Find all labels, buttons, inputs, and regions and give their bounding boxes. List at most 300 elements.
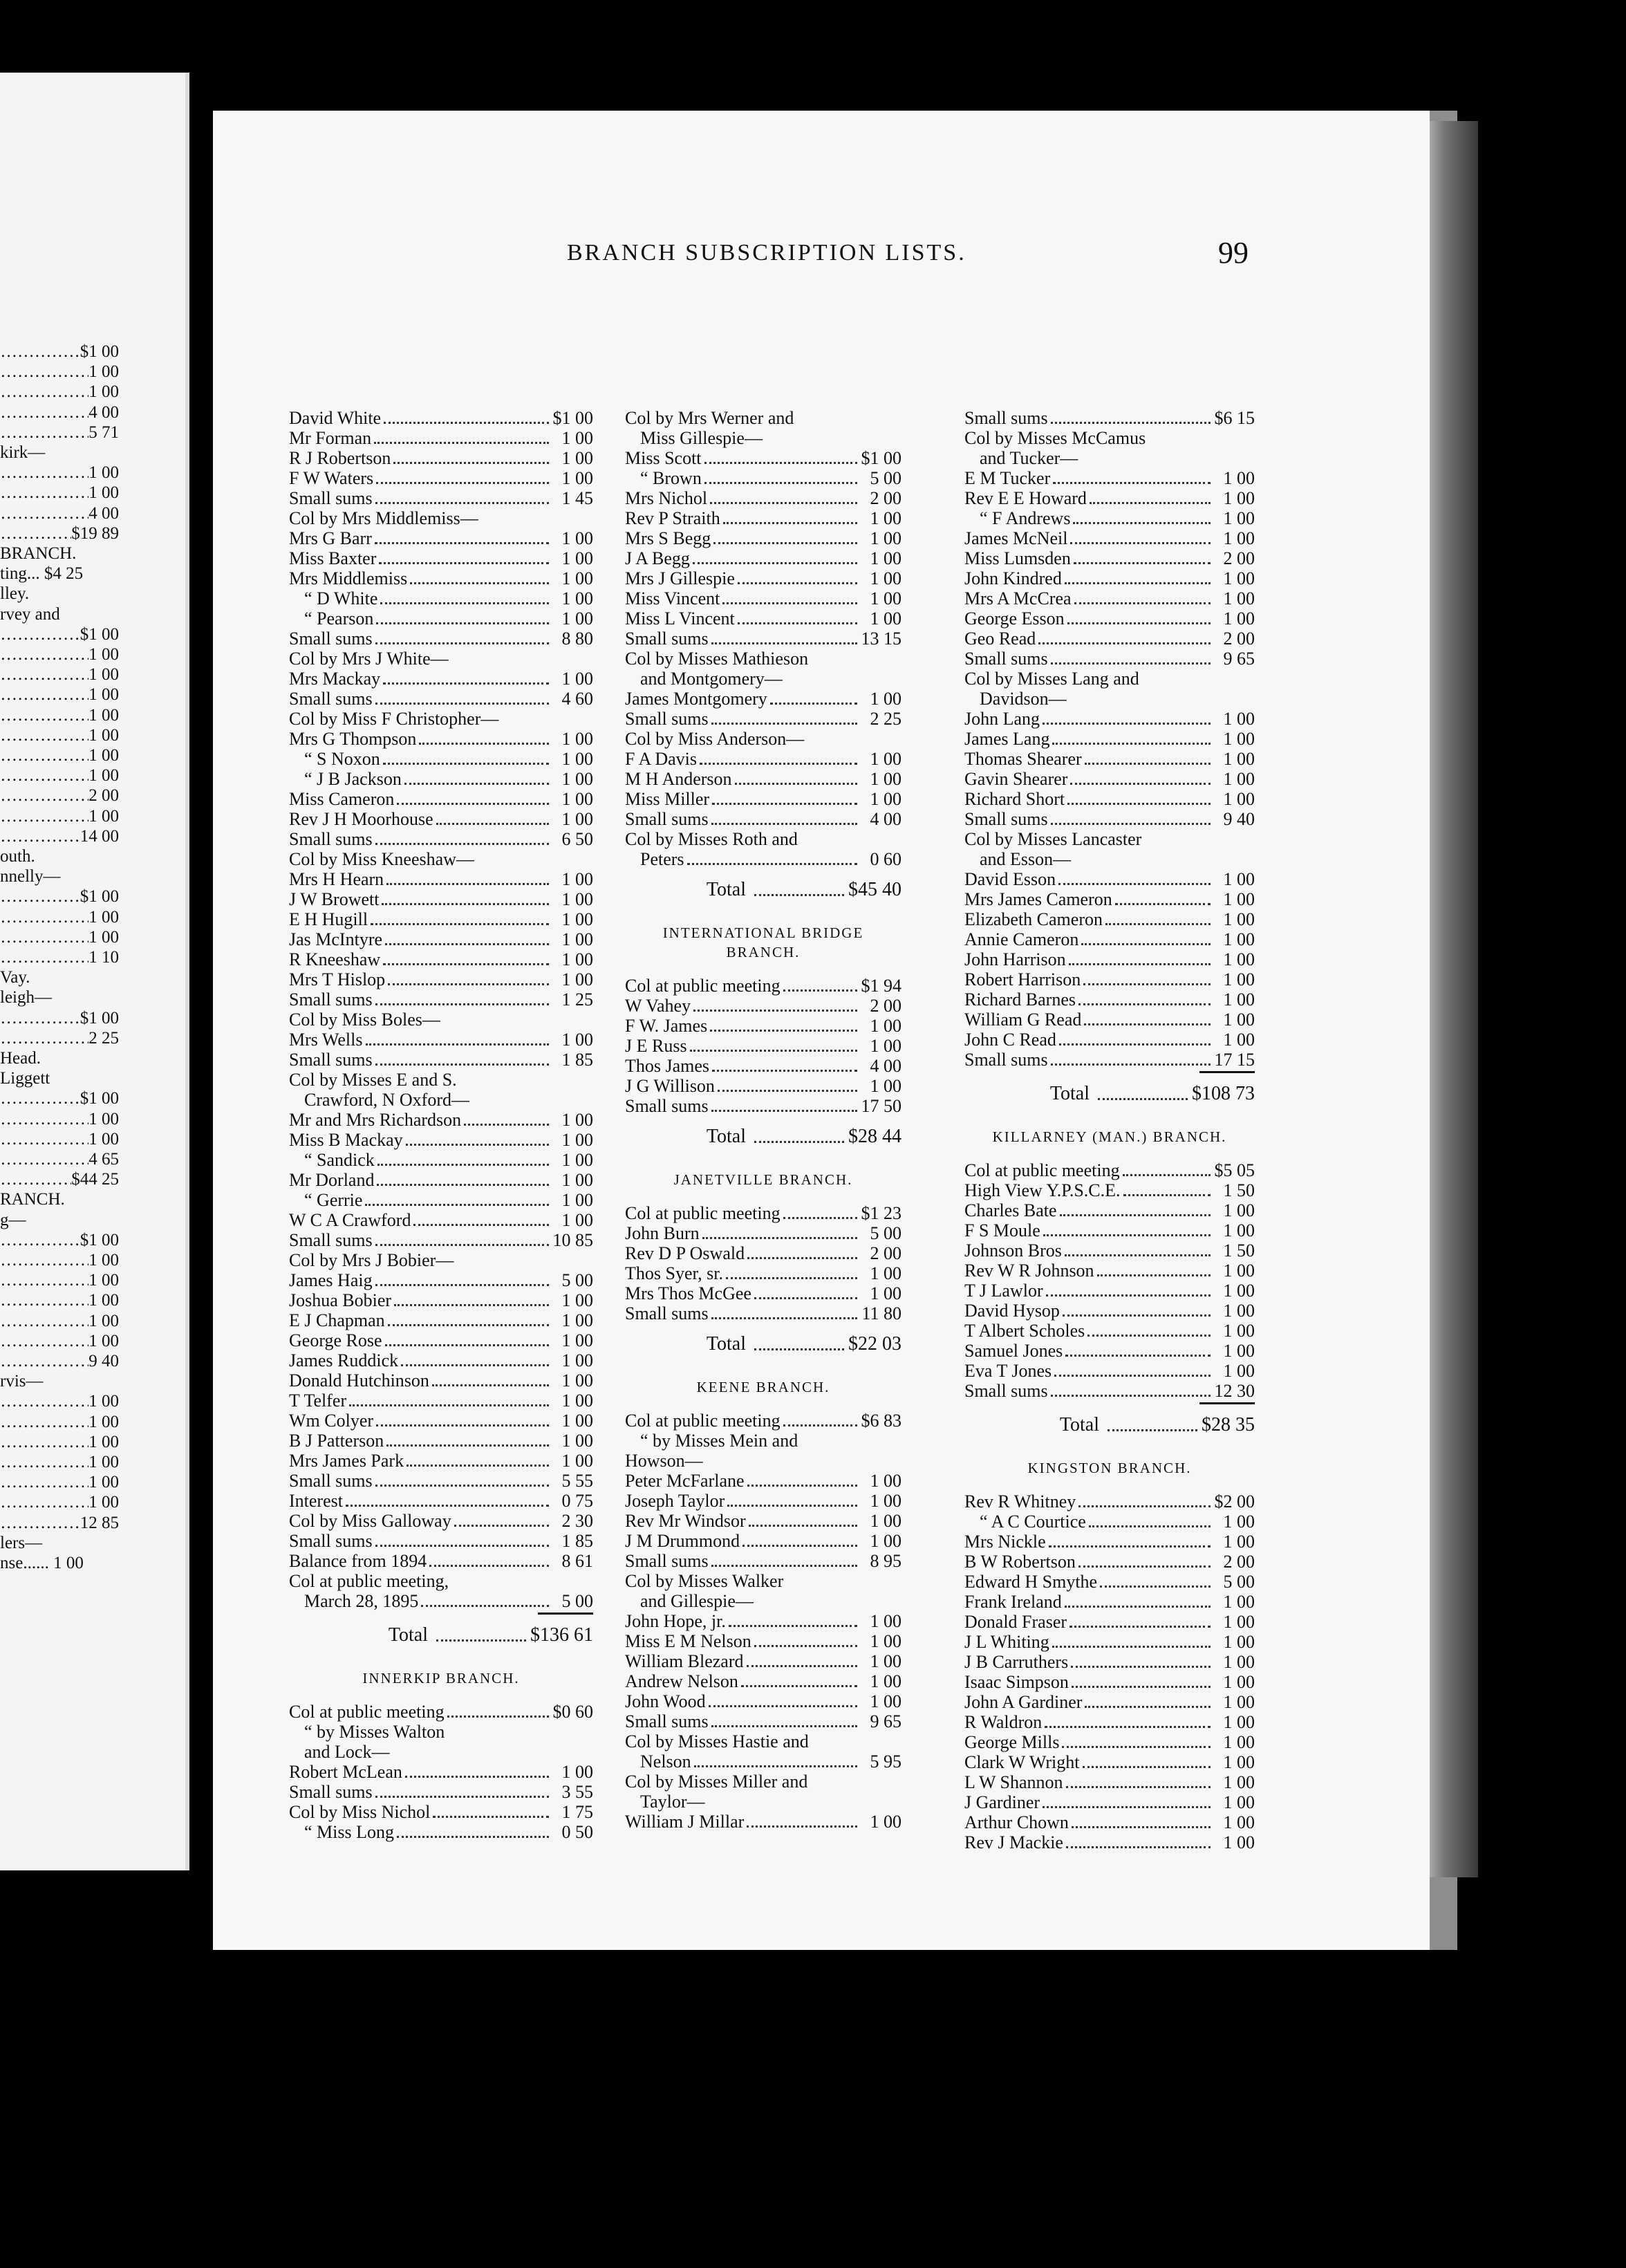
entry-row	[625, 1651, 901, 1671]
entry-name: Miss Scott	[625, 448, 702, 468]
entry-name: William Blezard	[625, 1651, 744, 1671]
dot-leader	[1074, 595, 1211, 604]
entry-name: Thomas Shearer	[964, 749, 1082, 769]
entry-row	[289, 1511, 593, 1531]
entry-amount: 1 00	[561, 588, 593, 608]
entry-row	[289, 608, 593, 629]
left-page-row	[0, 867, 119, 886]
entry-name: and Montgomery—	[640, 669, 783, 689]
entry-name: George Mills	[964, 1732, 1060, 1752]
entry-amount: 1 00	[870, 1531, 901, 1551]
entry-amount: 2 00	[1223, 629, 1255, 649]
left-page-dots	[0, 1493, 88, 1512]
entry-amount: 1 00	[561, 1451, 593, 1471]
entry-row	[625, 1511, 901, 1531]
left-page-dots	[0, 1029, 88, 1048]
left-page-row	[0, 827, 119, 846]
dot-leader	[1069, 956, 1211, 965]
entry-amount: 1 00	[561, 1310, 593, 1330]
left-page-dots	[0, 766, 88, 786]
entry-name: and Tucker—	[980, 448, 1078, 468]
entry-row	[625, 1203, 901, 1223]
total-amount: $108 73	[1192, 1083, 1255, 1104]
entry-amount: 11 80	[861, 1303, 901, 1323]
entry-row	[625, 1411, 901, 1431]
dot-leader	[1065, 575, 1211, 584]
left-page-row	[0, 1493, 119, 1512]
dot-leader	[1078, 1498, 1211, 1507]
entry-name: Isaac Simpson	[964, 1672, 1069, 1692]
left-page-row	[0, 1069, 119, 1088]
entry-name: Small sums	[289, 488, 373, 508]
left-page-row	[0, 1433, 119, 1452]
entry-row	[289, 1110, 593, 1130]
entry-row	[289, 1270, 593, 1290]
entry-row	[964, 749, 1255, 769]
dot-leader	[379, 555, 549, 564]
left-page-row	[0, 605, 119, 624]
entry-row	[964, 829, 1255, 849]
entry-row	[625, 1076, 901, 1096]
entry-row	[964, 528, 1255, 548]
entry-row	[289, 729, 593, 749]
entry-row	[625, 709, 901, 729]
entry-row	[289, 849, 593, 869]
entry-row	[289, 1150, 593, 1170]
entry-row	[289, 1742, 593, 1762]
entry-name: J W Browett	[289, 889, 380, 909]
dot-leader	[397, 1829, 549, 1838]
entry-name: Small sums	[964, 408, 1048, 428]
entry-name: Col by Miss Boles—	[289, 1010, 440, 1030]
entry-name: “ D White	[304, 588, 378, 608]
left-page-row	[0, 887, 119, 907]
dot-leader	[349, 1397, 549, 1406]
left-page-amount: 4 00	[88, 503, 119, 523]
dot-leader	[1065, 1599, 1211, 1608]
dot-leader	[447, 1709, 549, 1718]
left-page-text: Liggett	[0, 1069, 50, 1088]
dot-leader	[693, 555, 857, 564]
entry-list	[625, 408, 901, 869]
entry-row	[289, 1070, 593, 1090]
entry-amount: 1 00	[870, 1691, 901, 1711]
entry-row	[625, 729, 901, 749]
entry-row	[964, 448, 1255, 468]
entry-amount: 1 00	[561, 729, 593, 749]
left-page-amount: 4 00	[88, 402, 119, 422]
entry-row	[289, 969, 593, 989]
dot-leader	[1105, 916, 1211, 925]
entry-name: Col by Misses Hastie and	[625, 1731, 809, 1751]
entry-name: John Harrison	[964, 949, 1066, 969]
entry-name: Rev Mr Windsor	[625, 1511, 746, 1531]
entry-row	[964, 949, 1255, 969]
left-page-row	[0, 766, 119, 786]
entry-row	[964, 1240, 1255, 1261]
left-page-amount: 1 10	[88, 948, 119, 967]
entry-row	[625, 548, 901, 568]
left-page-row	[0, 483, 119, 503]
left-page-text: nnelly—	[0, 867, 61, 886]
dot-leader	[741, 1678, 857, 1687]
entry-name: Col by Misses Lancaster	[964, 829, 1142, 849]
dot-leader	[384, 415, 549, 424]
dot-leader	[1097, 1267, 1211, 1276]
entry-amount: 1 00	[870, 1491, 901, 1511]
entry-list	[625, 976, 901, 1116]
entry-amount: 5 00	[870, 1223, 901, 1243]
entry-amount: 1 00	[870, 1511, 901, 1531]
entry-name: Geo Read	[964, 629, 1036, 649]
entry-name: John Hope, jr.	[625, 1611, 726, 1631]
entry-name: Small sums	[289, 1471, 373, 1491]
entry-name: B W Robertson	[964, 1552, 1076, 1572]
entry-name: J Gardiner	[964, 1792, 1040, 1812]
entry-name: Small sums	[289, 1782, 373, 1802]
left-page-dots	[0, 887, 80, 907]
dot-leader	[454, 1518, 549, 1527]
entry-name: Rev J H Moorhouse	[289, 809, 433, 829]
entry-amount: 1 00	[1223, 1281, 1255, 1301]
dot-leader	[383, 956, 549, 965]
entry-amount: 1 00	[1223, 1010, 1255, 1030]
dot-leader	[711, 1558, 857, 1567]
total-amount: $45 40	[848, 879, 901, 900]
entry-amount: 1 00	[561, 969, 593, 989]
left-page-text: leigh—	[0, 988, 52, 1007]
left-page-row	[0, 1534, 119, 1553]
left-page-dots	[0, 1089, 80, 1108]
dot-leader	[1051, 656, 1211, 664]
entry-name: James Haig	[289, 1270, 373, 1290]
entry-amount: 1 00	[1223, 1532, 1255, 1552]
left-page-amount: 1 00	[88, 766, 119, 786]
entry-name: T J Lawlor	[964, 1281, 1043, 1301]
left-page-row	[0, 504, 119, 523]
left-page-dots	[0, 1312, 88, 1331]
entry-amount: 1 00	[1223, 1220, 1255, 1240]
entry-row	[964, 929, 1255, 949]
total-row	[625, 1126, 901, 1148]
entry-name: Mrs Nickle	[964, 1532, 1046, 1552]
dot-leader	[1065, 1348, 1211, 1357]
running-head: BRANCH SUBSCRIPTION LISTS.	[567, 240, 966, 266]
entry-row	[289, 1722, 593, 1742]
entry-row	[625, 769, 901, 789]
entry-row	[625, 829, 901, 849]
dot-leader	[1051, 1057, 1211, 1066]
entry-row	[289, 1762, 593, 1782]
total-row	[289, 1624, 593, 1646]
entry-amount: 1 00	[870, 1671, 901, 1691]
dot-leader	[704, 475, 857, 484]
left-page-dots	[0, 463, 88, 483]
entry-row	[964, 1180, 1255, 1200]
entry-name: Andrew Nelson	[625, 1671, 738, 1691]
left-page-row	[0, 1251, 119, 1270]
dot-leader	[1090, 495, 1211, 504]
left-page-dots	[0, 1251, 88, 1270]
dot-leader	[346, 1498, 549, 1507]
entry-amount: 5 00	[870, 468, 901, 488]
dot-leader	[694, 1758, 857, 1767]
dot-leader	[1078, 1559, 1211, 1568]
left-page-row	[0, 1332, 119, 1351]
entry-row	[625, 1036, 901, 1056]
left-page-amount: 1 00	[88, 1251, 119, 1270]
entry-amount: 1 00	[1223, 749, 1255, 769]
left-page-row	[0, 968, 119, 987]
entry-name: William J Millar	[625, 1812, 745, 1832]
entry-amount: 1 00	[561, 1290, 593, 1310]
entry-name: F W Waters	[289, 468, 374, 488]
left-page-amount: 1 00	[88, 1109, 119, 1128]
entry-row	[625, 749, 901, 769]
dot-leader	[710, 495, 857, 504]
entry-amount: 1 00	[561, 528, 593, 548]
dot-leader	[1043, 716, 1211, 725]
left-page-amount: 1 00	[88, 907, 119, 927]
dot-leader	[383, 756, 549, 765]
total-label: Total	[706, 879, 746, 900]
entry-row	[964, 1812, 1255, 1832]
left-page-row	[0, 908, 119, 927]
entry-name: R J Robertson	[289, 448, 391, 468]
left-page-row	[0, 584, 119, 604]
entry-name: and Gillespie—	[640, 1591, 754, 1611]
entry-name: “ Sandick	[304, 1150, 375, 1170]
entry-amount: 1 00	[870, 508, 901, 528]
entry-row	[289, 1190, 593, 1210]
entry-name: Clark W Wright	[964, 1752, 1080, 1772]
entry-row	[964, 1361, 1255, 1381]
dot-leader	[742, 1538, 857, 1547]
dot-leader	[722, 595, 857, 604]
dot-leader	[687, 856, 857, 865]
entry-row	[625, 1263, 901, 1283]
entry-name: J G Willison	[625, 1076, 715, 1096]
entry-amount: 1 00	[870, 588, 901, 608]
left-page-row	[0, 342, 119, 362]
entry-row	[625, 1491, 901, 1511]
entry-amount: 10 85	[552, 1230, 593, 1250]
entry-row	[964, 689, 1255, 709]
dot-leader	[1052, 1639, 1211, 1648]
entry-row	[289, 528, 593, 548]
dot-leader	[727, 1498, 857, 1507]
entry-amount: 1 00	[561, 789, 593, 809]
entry-name: F S Moule	[964, 1220, 1040, 1240]
entry-amount: 1 00	[561, 1431, 593, 1451]
dot-leader	[1043, 1227, 1211, 1236]
dot-leader	[711, 1103, 857, 1112]
left-page-amount: 1 00	[88, 1129, 119, 1149]
entry-amount: 8 61	[561, 1551, 593, 1571]
entry-name: Mrs James Park	[289, 1451, 404, 1471]
dot-leader	[702, 1230, 857, 1239]
dot-leader	[1081, 936, 1211, 945]
left-page-amount: 2 25	[88, 1028, 119, 1048]
dot-leader	[397, 796, 549, 805]
entry-amount: 1 00	[1223, 1261, 1255, 1281]
entry-name: Col by Misses Lang and	[964, 669, 1139, 689]
dot-leader	[413, 1217, 549, 1226]
left-page-row	[0, 1413, 119, 1432]
left-page-text: rvis—	[0, 1372, 44, 1391]
dot-leader	[401, 1357, 549, 1366]
entry-amount: 5 55	[561, 1471, 593, 1491]
dot-leader	[747, 1658, 857, 1667]
dot-leader	[1072, 1819, 1211, 1828]
entry-row	[625, 1571, 901, 1591]
entry-row	[964, 588, 1255, 608]
dot-leader	[1049, 1539, 1211, 1547]
left-page-amount: 2 00	[88, 786, 119, 806]
left-page-amount: 1 00	[88, 1493, 119, 1512]
entry-row	[625, 1731, 901, 1751]
entry-amount: $6 83	[861, 1411, 901, 1431]
entry-name: Small sums	[625, 1096, 709, 1116]
left-page-dots	[0, 524, 71, 543]
entry-row	[289, 588, 593, 608]
dot-leader	[1123, 1167, 1211, 1176]
entry-row	[289, 709, 593, 729]
entry-name: Col by Mrs Middlemiss—	[289, 508, 478, 528]
left-page-row	[0, 403, 119, 422]
entry-amount: 1 85	[561, 1531, 593, 1551]
entry-amount: 1 00	[561, 1190, 593, 1210]
left-page-amount: 1 00	[88, 463, 119, 483]
entry-row	[964, 1050, 1255, 1070]
dot-leader	[1058, 876, 1211, 885]
entry-list	[289, 408, 593, 1611]
left-page-row	[0, 1049, 119, 1068]
entry-amount: 1 00	[561, 428, 593, 448]
left-page-dots	[0, 1291, 88, 1310]
left-page-row	[0, 564, 119, 584]
left-page-dots	[0, 827, 80, 846]
entry-row	[964, 629, 1255, 649]
entry-row	[964, 1572, 1255, 1592]
entry-name: Col by Misses Miller and	[625, 1772, 808, 1792]
entry-row	[625, 1671, 901, 1691]
entry-row	[964, 1672, 1255, 1692]
entry-name: Col by Misses Roth and	[625, 829, 798, 849]
entry-row	[964, 1832, 1255, 1852]
dot-leader	[735, 776, 857, 785]
section-heading: KEENE BRANCH.	[696, 1379, 830, 1395]
left-page-amount: 12 85	[80, 1513, 119, 1532]
dot-leader	[1052, 736, 1211, 745]
left-page-dots	[0, 1413, 88, 1432]
entry-row	[964, 669, 1255, 689]
entry-name: R Kneeshaw	[289, 949, 381, 969]
left-page-amount: 9 40	[88, 1352, 119, 1370]
entry-name: David Esson	[964, 869, 1056, 889]
entry-name: John Lang	[964, 709, 1040, 729]
dot-leader	[1043, 1799, 1211, 1808]
entry-name: High View Y.P.S.C.E.	[964, 1180, 1121, 1200]
dot-leader	[1070, 776, 1211, 785]
total-row	[625, 1333, 901, 1355]
entry-row	[289, 649, 593, 669]
entry-name: Robert McLean	[289, 1762, 402, 1782]
entry-name: Small sums	[625, 1303, 709, 1323]
entry-row	[289, 568, 593, 588]
entry-amount: 1 00	[870, 1076, 901, 1096]
total-label: Total	[706, 1333, 746, 1355]
entry-name: Richard Barnes	[964, 989, 1076, 1010]
total-label: Total	[706, 1126, 746, 1147]
left-page-row	[0, 685, 119, 705]
entry-amount: 9 65	[870, 1711, 901, 1731]
entry-row	[289, 1491, 593, 1511]
entry-row	[289, 769, 593, 789]
entry-amount: 1 00	[1223, 769, 1255, 789]
dot-leader	[783, 1418, 857, 1426]
entry-row	[625, 849, 901, 869]
total-amount: $28 44	[848, 1126, 901, 1147]
entry-amount: $0 60	[552, 1702, 593, 1722]
entry-amount: 1 00	[1223, 1732, 1255, 1752]
dot-leader	[1067, 615, 1211, 624]
dot-leader	[1089, 1518, 1211, 1527]
left-page-row	[0, 544, 119, 564]
total-amount: $22 03	[848, 1333, 901, 1355]
dot-leader	[464, 1117, 549, 1126]
dot-leader	[375, 1538, 549, 1547]
entry-name: Annie Cameron	[964, 929, 1079, 949]
entry-row	[625, 468, 901, 488]
entry-amount: 1 00	[1223, 1361, 1255, 1381]
entry-row	[964, 729, 1255, 749]
entry-name: Col at public meeting,	[289, 1571, 449, 1591]
left-page-row	[0, 645, 119, 664]
left-page-amount: 1 00	[88, 1392, 119, 1411]
entry-name: Balance from 1894	[289, 1551, 427, 1571]
entry-row	[625, 1751, 901, 1772]
left-page-row	[0, 1473, 119, 1492]
total-label: Total	[1049, 1083, 1090, 1104]
entry-name: and Esson—	[980, 849, 1072, 869]
left-page-row	[0, 665, 119, 685]
left-page-row	[0, 1009, 119, 1028]
left-page-dots	[0, 908, 88, 927]
left-page-row	[0, 1453, 119, 1472]
left-page-row	[0, 928, 119, 947]
entry-row	[964, 1301, 1255, 1321]
entry-row	[625, 649, 901, 669]
entry-row	[289, 468, 593, 488]
left-page-row	[0, 1312, 119, 1331]
entry-name: Small sums	[289, 1050, 373, 1070]
entry-amount: 1 00	[1223, 909, 1255, 929]
entry-name: J M Drummond	[625, 1531, 740, 1551]
entry-name: J B Carruthers	[964, 1652, 1069, 1672]
entry-amount: 9 40	[1223, 809, 1255, 829]
section-heading: KINGSTON BRANCH.	[1027, 1460, 1192, 1476]
dot-leader	[1062, 1739, 1211, 1748]
entry-row	[289, 428, 593, 448]
entry-name: E J Chapman	[289, 1310, 385, 1330]
entry-row	[625, 789, 901, 809]
dot-leader	[749, 1518, 857, 1527]
left-page-dots	[0, 1110, 88, 1129]
total-amount: $28 35	[1202, 1414, 1255, 1435]
entry-name: Col at public meeting	[625, 1203, 781, 1223]
entry-amount: 1 50	[1223, 1180, 1255, 1200]
